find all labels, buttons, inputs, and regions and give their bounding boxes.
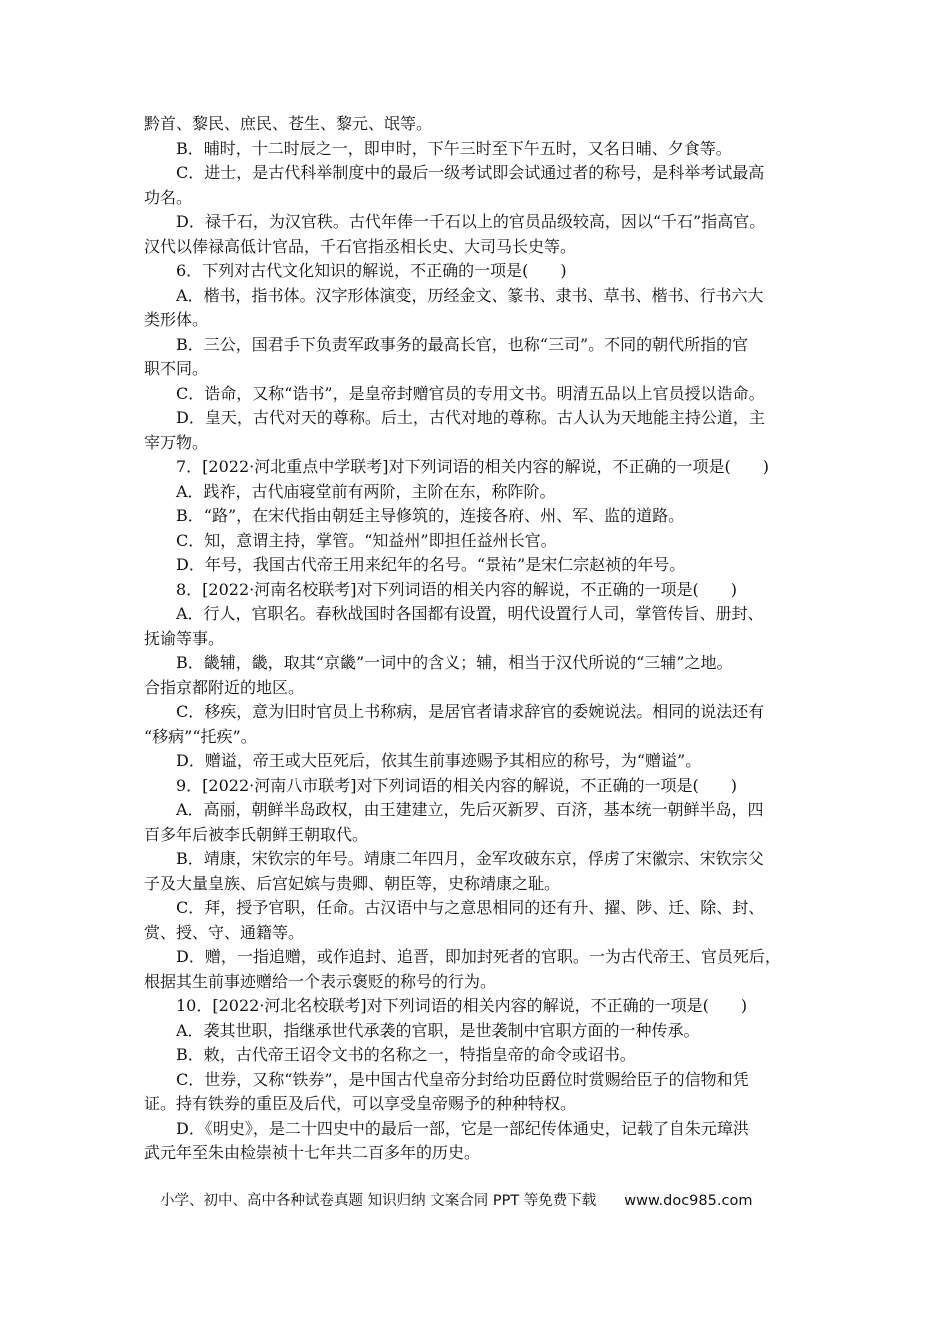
text-line: B．三公，国君手下负责军政事务的最高长官，也称“三司”。不同的朝代所指的官 [176, 334, 749, 354]
text-line: A．践祚，古代庙寝堂前有两阶，主阶在东，称阼阶。 [176, 481, 556, 501]
text-line: B．畿辅，畿，取其“京畿”一词中的含义；辅，相当于汉代所说的“三辅”之地。 [176, 653, 733, 672]
text-line: B．靖康，宋钦宗的年号。靖康二年四月，金军攻破东京，俘虏了宋徽宗、宋钦宗父 [176, 849, 764, 868]
text-line: 9．[2022·河南八市联考]对下列词语的相关内容的解说，不正确的一项是( ) [176, 775, 737, 795]
text-line: C．拜，授予官职，任命。古汉语中与之意思相同的还有升、擢、陟、迁、除、封、 [176, 898, 765, 917]
text-line: 武元年至朱由检崇祯十七年共二百多年的历史。 [144, 1143, 481, 1162]
text-line: D．年号，我国古代帝王用来纪年的名号。“景祐”是宋仁宗赵祯的年号。 [176, 555, 686, 574]
text-line: 赏、授、守、通籍等。 [144, 922, 305, 942]
text-line: A．袭其世职，指继承世代承袭的官职，是世袭制中官职方面的一种传承。 [176, 1020, 700, 1040]
text-line: 合指京都附近的地区。 [144, 677, 305, 697]
footer [160, 1189, 752, 1210]
question-body [144, 112, 824, 1166]
footer-url[interactable]: www.doc985.com [624, 1193, 753, 1209]
text-line: 8．[2022·河南名校联考]对下列词语的相关内容的解说，不正确的一项是( ) [176, 579, 737, 599]
text-line: 宰万物。 [144, 432, 209, 452]
text-line: 子及大量皇族、后宫妃嫔与贵卿、朝臣等，史称靖康之耻。 [144, 873, 561, 893]
text-line: C．进士，是古代科举制度中的最后一级考试即会试通过者的称号，是科举考试最高 [176, 163, 765, 182]
text-line: A．高丽，朝鲜半岛政权，由王建建立，先后灭新罗、百济，基本统一朝鲜半岛，四 [176, 800, 764, 819]
text-line: D．皇天，古代对天的尊称。后土，古代对地的尊称。古人认为天地能主持公道，主 [176, 408, 765, 427]
text-line: 百多年后被李氏朝鲜王朝取代。 [144, 824, 369, 844]
text-line: 6．下列对古代文化知识的解说，不正确的一项是( ) [176, 261, 567, 280]
text-line: D．禄千石，为汉官秩。古代年俸一千石以上的官员品级较高，因以“千石”指高官。 [176, 212, 766, 231]
footer-text: 小学、初中、高中各种试卷真题 知识归纳 文案合同 PPT 等免费下载 [160, 1193, 597, 1209]
text-line: “移病”“托疾”。 [144, 726, 257, 746]
text-line: A．行人，官职名。春秋战国时各国都有设置，明代设置行人司，掌管传旨、册封、 [176, 604, 764, 623]
text-line: A．楷书，指书体。汉字形体演变，历经金文、篆书、隶书、草书、楷书、行书六大 [176, 285, 764, 305]
text-line: 10．[2022·河北名校联考]对下列词语的相关内容的解说，不正确的一项是( ) [176, 996, 748, 1015]
text-line: 7．[2022·河北重点中学联考]对下列词语的相关内容的解说，不正确的一项是( ) [176, 457, 769, 476]
text-line: D．《明史》，是二十四史中的最后一部，它是一部纪传体通史，记载了自朱元璋洪 [176, 1118, 749, 1138]
text-line: 根据其生前事迹赠给一个表示褒贬的称号的行为。 [144, 971, 497, 991]
text-line: 证。持有铁券的重臣及后代，可以享受皇帝赐予的种种特权。 [144, 1094, 577, 1113]
text-line: B．晡时，十二时辰之一，即申时，下午三时至下午五时，又名日晡、夕食等。 [176, 138, 732, 158]
text-line: 功名。 [144, 187, 193, 207]
text-line: D．赠谥，帝王或大臣死后，依其生前事迹赐予其相应的称号，为“赠谥”。 [176, 751, 702, 770]
text-line: C．知，意谓主持，掌管。“知益州”即担任益州长官。 [176, 530, 557, 550]
text-line: 汉代以俸禄高低计官品，千石官指丞相长史、大司马长史等。 [144, 236, 577, 256]
text-line: C．移疾，意为旧时官员上书称病，是居官者请求辞官的委婉说法。相同的说法还有 [176, 702, 765, 721]
text-line: 抚谕等事。 [144, 628, 225, 648]
text-line: C．诰命，又称“诰书”，是皇帝封赠官员的专用文书。明清五品以上官员授以诰命。 [176, 383, 765, 403]
text-line: 黔首、黎民、庶民、苍生、黎元、氓等。 [144, 114, 433, 133]
text-line: B．“路”，在宋代指由朝廷主导修筑的，连接各府、州、军、监的道路。 [176, 506, 685, 525]
text-line: 类形体。 [144, 310, 209, 329]
text-line: 职不同。 [144, 359, 209, 378]
text-line: B．敕，古代帝王诏令文书的名称之一，特指皇帝的命令或诏书。 [176, 1045, 636, 1064]
text-line: D．赠，一指追赠，或作追封、追晋，即加封死者的官职。一为古代帝王、官员死后， [176, 947, 781, 966]
text-line: C．世券，又称“铁券”，是中国古代皇帝分封给功臣爵位时赏赐给臣子的信物和凭 [176, 1069, 749, 1089]
